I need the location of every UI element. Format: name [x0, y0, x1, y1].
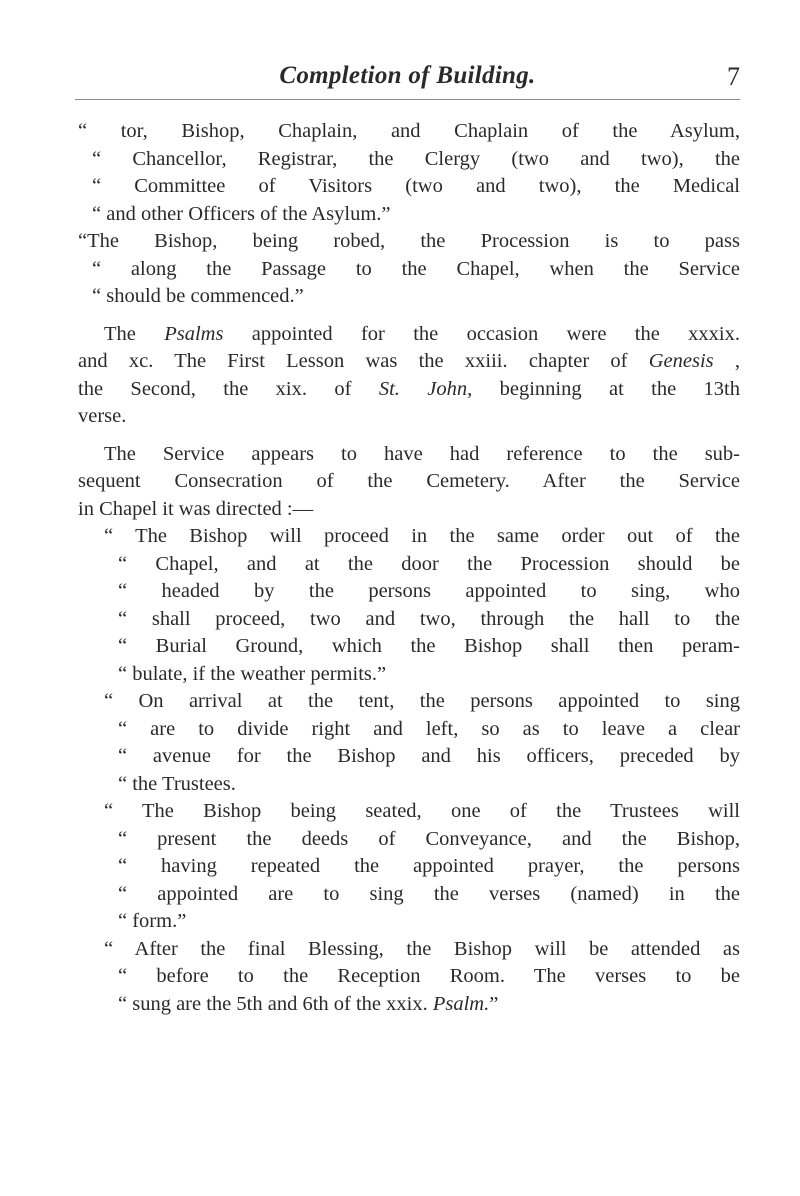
text-line: “ Burial Ground, which the Bishop shall then peram-	[118, 635, 740, 657]
body-text	[78, 118, 740, 1018]
text-line: “ before to the Reception Room. The verses to be	[118, 965, 740, 987]
text-line: “ along the Passage to the Chapel, when the Service	[92, 257, 740, 280]
paragraph-gap	[78, 311, 740, 321]
text-line: “ bulate, if the weather permits.”	[118, 662, 387, 685]
text-line: The Psalms appointed for the occasion were the xxxix.	[104, 322, 741, 345]
page-number: 7	[727, 62, 740, 91]
header-rule	[75, 99, 740, 100]
text-line: in Chapel it was directed :—	[78, 497, 314, 520]
text-line: the Second, the xix. of St. John, beginning at the 13th	[78, 377, 740, 400]
text-line: “ sung are the 5th and 6th of the xxix. Psalm.”	[118, 992, 499, 1015]
running-title: Completion of Building.	[279, 62, 536, 89]
text-line: “ tor, Bishop, Chaplain, and Chaplain of the Asylum,	[78, 120, 740, 142]
text-line: “ avenue for the Bishop and his officers, preceded by	[118, 745, 740, 767]
text-line: “ The Bishop will proceed in the same order out of the	[104, 525, 740, 547]
text-line: “ present the deeds of Conveyance, and the Bishop,	[118, 827, 740, 850]
text-line: “ having repeated the appointed prayer, the persons	[118, 855, 740, 877]
text-line: “ Chapel, and at the door the Procession should be	[118, 552, 740, 575]
text-line: “ Committee of Visitors (two and two), the Medical	[92, 175, 740, 197]
text-line: The Service appears to have had reference to the sub-	[104, 442, 740, 465]
text-line: “ After the final Blessing, the Bishop will be attended as	[104, 937, 740, 960]
text-line: verse.	[78, 405, 127, 427]
text-line: “ shall proceed, two and two, through the hall to the	[118, 607, 740, 630]
text-line: “The Bishop, being robed, the Procession is to pass	[78, 230, 740, 252]
text-line: sequent Consecration of the Cemetery. After the Service	[78, 470, 740, 492]
text-line: “ headed by the persons appointed to sing, who	[118, 580, 740, 602]
paragraph-gap	[78, 431, 740, 441]
text-line: “ should be commenced.”	[92, 285, 304, 307]
text-line: “ the Trustees.	[118, 772, 236, 795]
text-line: and xc. The First Lesson was the xxiii. chapter of Genesis ,	[78, 350, 741, 372]
text-line: “ and other Officers of the Asylum.”	[92, 202, 391, 225]
page-header	[75, 62, 740, 102]
text-line: “ are to divide right and left, so as to leave a clear	[118, 717, 740, 740]
text-line: “ appointed are to sing the verses (named) in the	[118, 882, 740, 905]
text-line: “ form.”	[118, 910, 187, 932]
text-line: “ Chancellor, Registrar, the Clergy (two and two), the	[92, 147, 740, 170]
text-line: “ The Bishop being seated, one of the Trustees will	[104, 800, 740, 822]
text-line: “ On arrival at the tent, the persons appointed to sing	[104, 690, 740, 712]
